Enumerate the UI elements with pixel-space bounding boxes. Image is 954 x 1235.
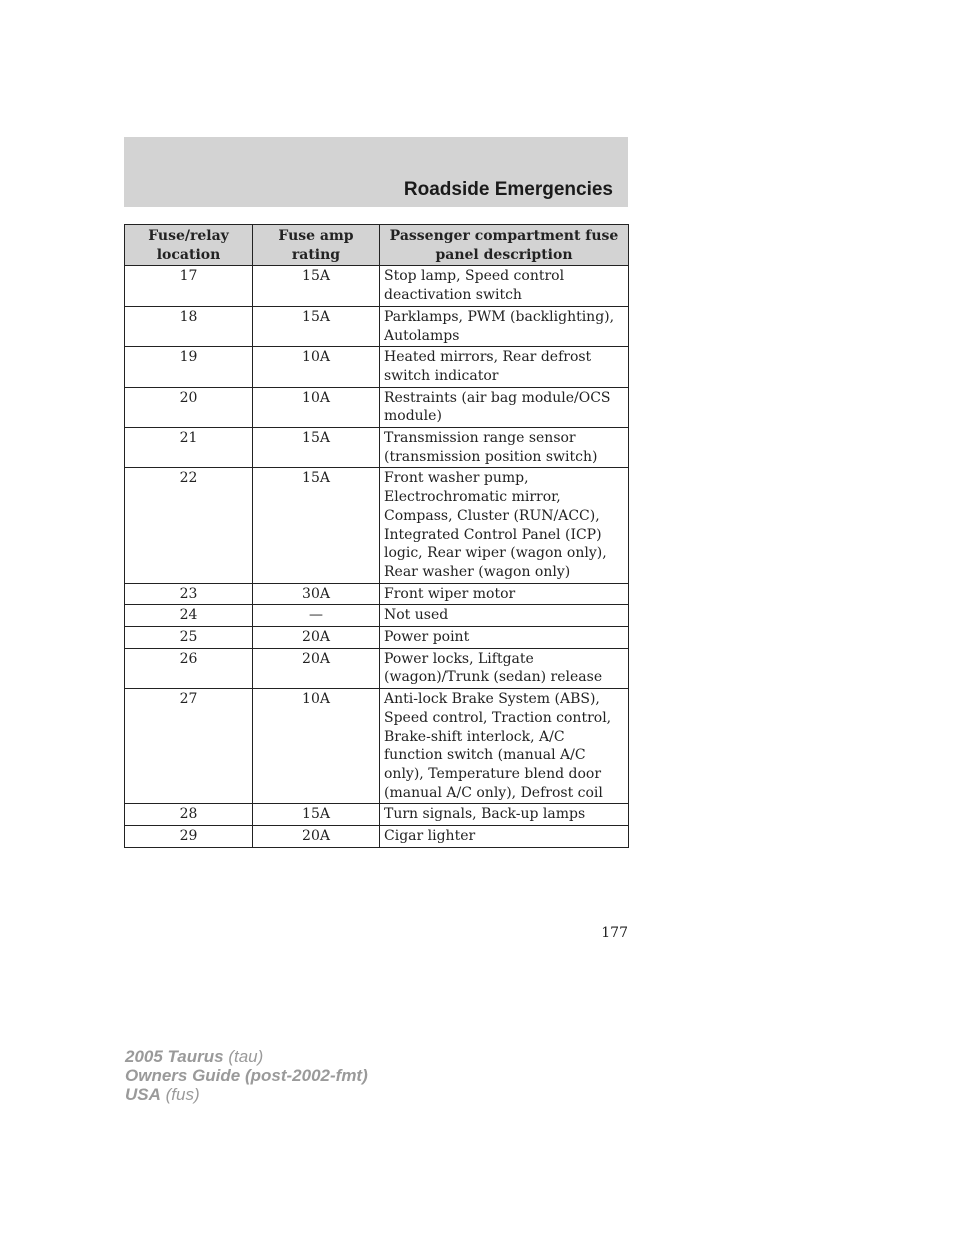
cell-rating: 15A	[253, 266, 380, 306]
table-row	[125, 468, 629, 583]
column-header-rating: Fuse amp rating	[253, 225, 380, 266]
document-footer	[125, 1047, 368, 1104]
table-row	[125, 306, 629, 346]
cell-description: Transmission range sensor (transmission position switch)	[380, 428, 629, 468]
table-row	[125, 826, 629, 848]
table-row	[125, 648, 629, 688]
cell-description: Restraints (air bag module/OCS module)	[380, 387, 629, 427]
footer-guide: Owners Guide (post-2002-fmt)	[125, 1066, 368, 1085]
cell-description: Heated mirrors, Rear defrost switch indicator	[380, 347, 629, 387]
cell-description: Anti-lock Brake System (ABS), Speed control, Traction control, Brake-shift interlock, A/C function switch (manual A/C only), Temperature blend door (manual A/C only), Defrost coil	[380, 689, 629, 804]
section-title: Roadside Emergencies	[403, 179, 613, 200]
cell-description: Power locks, Liftgate (wagon)/Trunk (sedan) release	[380, 648, 629, 688]
cell-location: 22	[125, 468, 253, 583]
cell-rating: 20A	[253, 627, 380, 649]
footer-market: USA	[125, 1085, 161, 1104]
cell-rating: 15A	[253, 468, 380, 583]
cell-location: 25	[125, 627, 253, 649]
page-number: 177	[601, 925, 628, 941]
cell-description: Cigar lighter	[380, 826, 629, 848]
cell-rating: —	[253, 605, 380, 627]
footer-model-code: (tau)	[228, 1047, 264, 1066]
cell-description: Turn signals, Back-up lamps	[380, 804, 629, 826]
table-row	[125, 387, 629, 427]
cell-description: Not used	[380, 605, 629, 627]
footer-line-model	[125, 1047, 368, 1066]
cell-location: 23	[125, 583, 253, 605]
cell-rating: 10A	[253, 347, 380, 387]
column-header-description: Passenger compartment fuse panel description	[380, 225, 629, 266]
cell-location: 28	[125, 804, 253, 826]
cell-location: 21	[125, 428, 253, 468]
footer-model: 2005 Taurus	[125, 1047, 224, 1066]
cell-rating: 15A	[253, 306, 380, 346]
cell-description: Stop lamp, Speed control deactivation switch	[380, 266, 629, 306]
table-row	[125, 266, 629, 306]
cell-location: 19	[125, 347, 253, 387]
table-row	[125, 428, 629, 468]
table-row	[125, 605, 629, 627]
footer-line-market	[125, 1085, 368, 1104]
cell-rating: 15A	[253, 804, 380, 826]
column-header-location: Fuse/relay location	[125, 225, 253, 266]
table-row	[125, 347, 629, 387]
cell-rating: 20A	[253, 826, 380, 848]
cell-rating: 10A	[253, 689, 380, 804]
cell-location: 18	[125, 306, 253, 346]
cell-description: Front washer pump, Electrochromatic mirror, Compass, Cluster (RUN/ACC), Integrated Control Panel (ICP) logic, Rear wiper (wagon only), Rear washer (wagon only)	[380, 468, 629, 583]
cell-rating: 30A	[253, 583, 380, 605]
table-row	[125, 583, 629, 605]
cell-rating: 20A	[253, 648, 380, 688]
cell-location: 17	[125, 266, 253, 306]
cell-rating: 15A	[253, 428, 380, 468]
table-row	[125, 804, 629, 826]
cell-location: 20	[125, 387, 253, 427]
cell-location: 24	[125, 605, 253, 627]
cell-description: Front wiper motor	[380, 583, 629, 605]
fuse-table	[124, 224, 629, 848]
footer-market-code: (fus)	[165, 1085, 200, 1104]
table-header-row	[125, 225, 629, 266]
cell-location: 27	[125, 689, 253, 804]
table-row	[125, 689, 629, 804]
cell-description: Power point	[380, 627, 629, 649]
section-header-band	[124, 137, 628, 207]
cell-location: 26	[125, 648, 253, 688]
cell-description: Parklamps, PWM (backlighting), Autolamps	[380, 306, 629, 346]
cell-location: 29	[125, 826, 253, 848]
footer-line-guide	[125, 1066, 368, 1085]
cell-rating: 10A	[253, 387, 380, 427]
table-row	[125, 627, 629, 649]
